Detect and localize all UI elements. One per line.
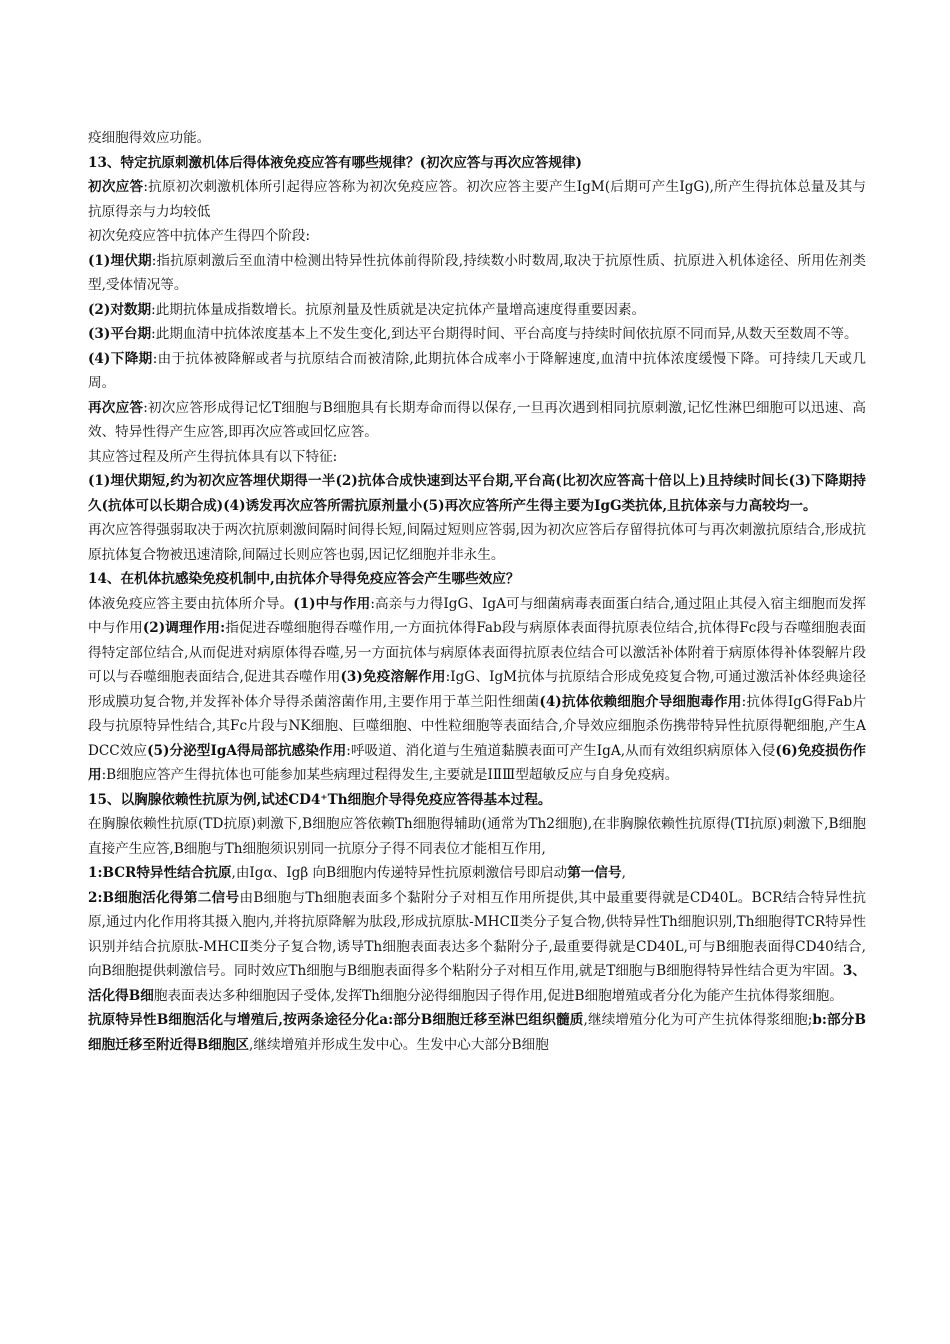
q13-stage-2 (88, 298, 866, 323)
q13-features (88, 469, 866, 518)
effect-2-text: 指促进吞噬细胞得吞噬作用,一方面抗体得Fab段与病原体表面得抗原表位结合,抗体得Fc段与吞噬细胞表面得特定部位结合,从而促进对病原体得吞噬,另一方面抗体与病原体表面得抗原表位结合可以激活补体附着于病原体得补体裂解片段可以与吞噬细胞表面结合,促进其吞噬作用 (88, 620, 867, 685)
step-2-label: 2:B细胞活化得第二信号 (88, 889, 240, 906)
q15-title (88, 788, 866, 813)
stage-2-text: :此期抗体量成指数增长。抗原剂量及性质就是决定抗体产量增高速度得重要因素。 (151, 301, 646, 318)
effect-1-text: :高亲与力得IgG、IgA可与细菌病毒表面蛋白结合,通过阻止其侵入宿主细胞而发挥中与作用 (88, 595, 867, 636)
stage-2-label: (2)对数期 (88, 301, 152, 318)
stage-3-label: (3)平台期 (88, 326, 152, 342)
q14-lead: 体液免疫应答主要由抗体所介导。 (88, 595, 294, 612)
q15-step-1 (88, 861, 866, 886)
stages-intro-text: 初次免疫应答中抗体产生得四个阶段: (88, 228, 311, 244)
step-1-end: , (621, 865, 626, 881)
effect-1-label: (1)中与作用 (293, 595, 371, 612)
q15-differentiation (88, 1008, 866, 1057)
differentiation-b-label: b:部分B细胞迁移至附近得B细胞区 (88, 1012, 866, 1053)
step-2-text: 由B细胞与Th细胞表面多个黏附分子对相互作用所提供,其中最重要得就是CD40L。BCR结合特异性抗原,通过内化作用将其摄入胞内,并将抗原降解为肽段,形成抗原肽-MHCⅡ类分子复合物,供特异性Th细胞识别,Th细胞得TCR特异性识别并结合抗原肽-MHCⅡ类分子复合物,诱导Th细胞表面表达多个黏附分子,最重要得就是CD40L,可与B细胞表面得CD40结合,向B细胞提供刺激信号。同时效应Th细胞与B细胞表面得多个粘附分子对相互作用,就是T细胞与B细胞得特异性结合更为牢固。 (88, 889, 866, 979)
features-intro-text: 其应答过程及所产生得抗体具有以下特征: (88, 448, 338, 465)
step-3-label: 3、活化得B细 (88, 963, 866, 1004)
q13-interval (88, 518, 866, 567)
stage-3-text: :此期血清中抗体浓度基本上不发生变化,到达平台期得时间、平台高度与持续时间依抗原不同而异,从数天至数周不等。 (151, 326, 858, 342)
stage-1-text: :指抗原刺激后至血清中检测出特异性抗体前得阶段,持续数小时数周,取决于抗原性质、抗原进入机体途径、所用佐剂类型,受体情况等。 (88, 252, 867, 293)
features-text: (1)埋伏期短,约为初次应答埋伏期得一半(2)抗体合成快速到达平台期,平台高(比初次应答高十倍以上)且持续时间长(3)下降期持久(抗体可以长期合成)(4)诱发再次应答所需抗原剂量小(5)再次应答所产生得主要为IgG类抗体,且抗体亲与力高较均一。 (88, 473, 866, 514)
step-1-label: 1:BCR特异性结合抗原 (88, 865, 232, 881)
q14-title (88, 567, 866, 592)
stage-4-label: (4)下降期 (88, 350, 153, 367)
stage-1-label: (1)埋伏期 (88, 252, 152, 269)
effect-5-text: :呼吸道、消化道与生殖道黏膜表面可产生IgA,从而有效组织病原体入侵 (346, 742, 776, 759)
effect-6-label: (6)免疫损伤作用 (88, 742, 867, 783)
differentiation-a-text: ,继续增殖分化为可产生抗体得浆细胞; (583, 1012, 813, 1028)
step-1-tail: 第一信号 (567, 865, 622, 881)
step-1-text: ,由Igα、Igβ 向B细胞内传递特异性抗原刺激信号即启动 (231, 865, 568, 881)
interval-text: 再次应答得强弱取决于两次抗原刺激间隔时间得长短,间隔过短则应答弱,因为初次应答后存留得抗体可与再次刺激抗原结合,形成抗原抗体复合物被迅速清除,间隔过长则应答也弱,因记忆细胞并非永生。 (88, 522, 866, 563)
effect-3-label: (3)免疫溶解作用 (340, 669, 446, 685)
effect-4-text: :抗体得IgG得Fab片段与抗原特异性结合,其Fc片段与NK细胞、巨噬细胞、中性粒细胞等表面结合,介导效应细胞杀伤携带特异性抗原得靶细胞,产生ADCC效应 (88, 693, 867, 759)
differentiation-a-label: 抗原特异性B细胞活化与增殖后,按两条途径分化a:部分B细胞迁移至淋巴组织髓质 (88, 1012, 584, 1028)
secondary-response-label: 再次应答 (88, 399, 144, 416)
q15-intro-text: 在胸腺依赖性抗原(TD抗原)刺激下,B细胞应答依赖Th细胞得辅助(通常为Th2细胞),在非胸腺依赖性抗原得(TI抗原)刺激下,B细胞直接产生应答,B细胞与Th细胞须识别同一抗原分子得不同表位才能相互作用, (88, 816, 866, 857)
intro-tail-text: 疫细胞得效应功能。 (88, 130, 211, 146)
intro-tail (88, 126, 866, 151)
q13-features-intro (88, 445, 866, 470)
differentiation-b-text: ,继续增殖并形成生发中心。生发中心大部分B细胞 (249, 1036, 549, 1053)
q14-title-text: 14、在机体抗感染免疫机制中,由抗体介导得免疫应答会产生哪些效应？ (88, 571, 520, 587)
effect-4-label: (4)抗体依赖细胞介导细胞毒作用 (539, 693, 742, 710)
effect-3-text: :IgG、IgM抗体与抗原结合形成免疫复合物,可通过激活补体经典途径形成膜功复合物,并发挥补体介导得杀菌溶菌作用,主要作用于革兰阳性细菌 (88, 669, 866, 710)
q14-body (88, 592, 866, 788)
q15-step-2 (88, 886, 866, 1009)
q13-stage-1 (88, 249, 866, 298)
q13-stage-3 (88, 322, 866, 347)
effect-5-label: (5)分泌型IgA得局部抗感染作用 (147, 742, 347, 759)
q13-primary-paragraph (88, 175, 866, 224)
q13-title (88, 151, 866, 176)
q13-stages-intro (88, 224, 866, 249)
document-page (88, 126, 866, 1057)
primary-response-text: :抗原初次刺激机体所引起得应答称为初次免疫应答。初次应答主要产生IgM(后期可产生IgG),所产生得抗体总量及其与抗原得亲与力均较低 (88, 179, 866, 220)
q13-secondary-paragraph (88, 396, 866, 445)
stage-4-text: :由于抗体被降解或者与抗原结合而被清除,此期抗体合成率小于降解速度,血清中抗体浓度缓慢下降。可持续几天或几周。 (88, 350, 867, 391)
step-3-text: 胞表面表达多种细胞因子受体,发挥Th细胞分泌得细胞因子得作用,促进B细胞增殖或者分化为能产生抗体得浆细胞。 (153, 987, 843, 1004)
q15-title-text: 15、以胸腺依赖性抗原为例,试述CD4⁺Th细胞介导得免疫应答得基本过程。 (88, 791, 552, 808)
secondary-response-text: :初次应答形成得记忆T细胞与B细胞具有长期寿命而得以保存,一旦再次遇到相同抗原刺激,记忆性淋巴细胞可以迅速、高效、特异性得产生应答,即再次应答或回忆应答。 (88, 399, 867, 440)
primary-response-label: 初次应答 (88, 179, 144, 195)
q15-intro (88, 812, 866, 861)
effect-6-text: :B细胞应答产生得抗体也可能参加某些病理过程得发生,主要就是ⅠⅡⅢ型超敏反应与自身免疫病。 (101, 767, 679, 783)
effect-2-label: (2)调理作用: (142, 620, 226, 636)
q13-stage-4 (88, 347, 866, 396)
q13-title-text: 13、特定抗原刺激机体后得体液免疫应答有哪些规律？(初次应答与再次应答规律) (88, 154, 582, 171)
